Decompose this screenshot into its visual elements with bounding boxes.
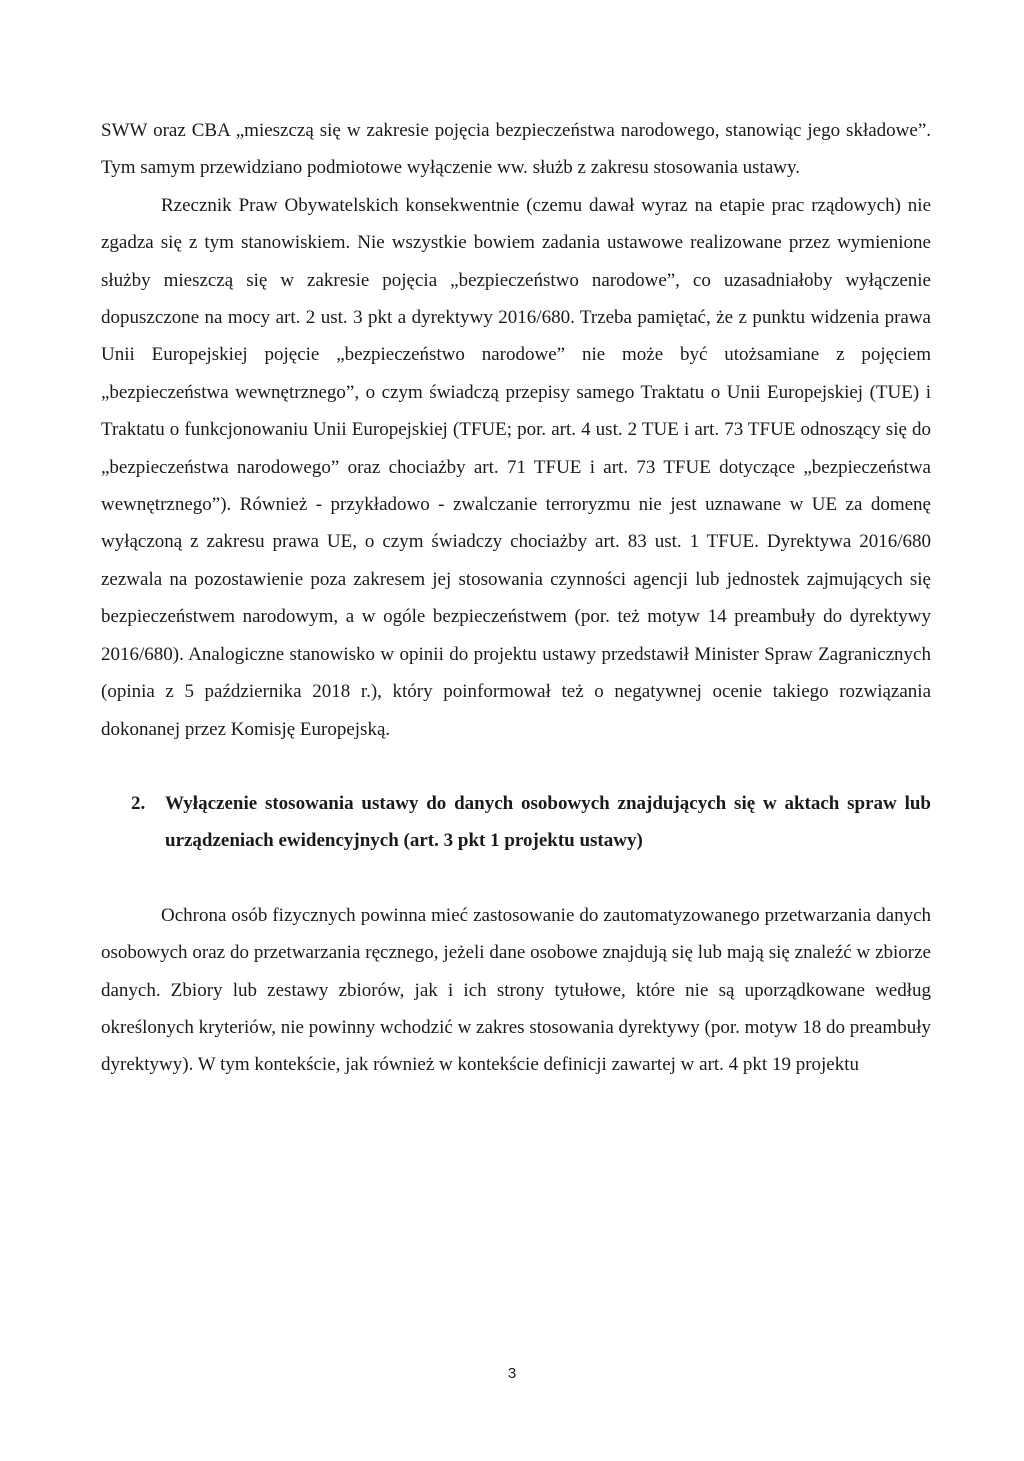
section-title: Wyłączenie stosowania ustawy do danych osobowych znajdujących się w aktach spraw lub urządzeniach ewidencyjnych (art. 3 pkt 1 projektu ustawy)	[165, 792, 931, 852]
paragraph-continuation: SWW oraz CBA „mieszczą się w zakresie pojęcia bezpieczeństwa narodowego, stanowiąc jego składowe”. Tym samym przewidziano podmiotowe wyłączenie ww. służb z zakresu stosowania ustawy.	[101, 120, 931, 179]
paragraph-section-body: Ochrona osób fizycznych powinna mieć zastosowanie do zautomatyzowanego przetwarzania danych osobowych oraz do przetwarzania ręcznego, jeżeli dane osobowe znajdują się lub mają się znaleźć w zbiorze danych. Zbiory lub zestawy zbiorów, jak i ich strony tytułowe, które nie są uporządkowane według określonych kryteriów, nie powinny wchodzić w zakres stosowania dyrektywy (por. motyw 18 do preambuły dyrektywy). W tym kontekście, jak również w kontekście definicji zawartej w art. 4 pkt 19 projektu	[101, 904, 931, 1076]
document-page	[101, 112, 931, 1084]
page-number: 3	[507, 1365, 517, 1382]
section-heading	[101, 785, 931, 860]
section-number: 2.	[131, 792, 146, 814]
paragraph-rpo-position: Rzecznik Praw Obywatelskich konsekwentnie (czemu dawał wyraz na etapie prac rządowych) nie zgadza się z tym stanowiskiem. Nie wszystkie bowiem zadania ustawowe realizowane przez wymienione służby mieszczą się w zakresie pojęcia „bezpieczeństwo narodowe”, co uzasadniałoby wyłączenie dopuszczone na mocy art. 2 ust. 3 pkt a dyrektywy 2016/680. Trzeba pamiętać, że z punktu widzenia prawa Unii Europejskiej pojęcie „bezpieczeństwo narodowe” nie może być utożsamiane z pojęciem „bezpieczeństwa wewnętrznego”, o czym świadczą przepisy samego Traktatu o Unii Europejskiej (TUE) i Traktatu o funkcjonowaniu Unii Europejskiej (TFUE; por. art. 4 ust. 2 TUE i art. 73 TFUE odnoszący się do „bezpieczeństwa narodowego” oraz chociażby art. 71 TFUE i art. 73 TFUE dotyczące „bezpieczeństwa wewnętrznego”). Również - przykładowo - zwalczanie terroryzmu nie jest uznawane w UE za domenę wyłączoną z zakresu prawa UE, o czym świadczy chociażby art. 83 ust. 1 TFUE. Dyrektywa 2016/680 zezwala na pozostawienie poza zakresem jej stosowania czynności agencji lub jednostek zajmujących się bezpieczeństwem narodowym, a w ogóle bezpieczeństwem (por. też motyw 14 preambuły do dyrektywy 2016/680). Analogiczne stanowisko w opinii do projektu ustawy przedstawił Minister Spraw Zagranicznych (opinia z 5 października 2018 r.), który poinformował też o negatywnej ocenie takiego rozwiązania dokonanej przez Komisję Europejską.	[101, 194, 931, 740]
